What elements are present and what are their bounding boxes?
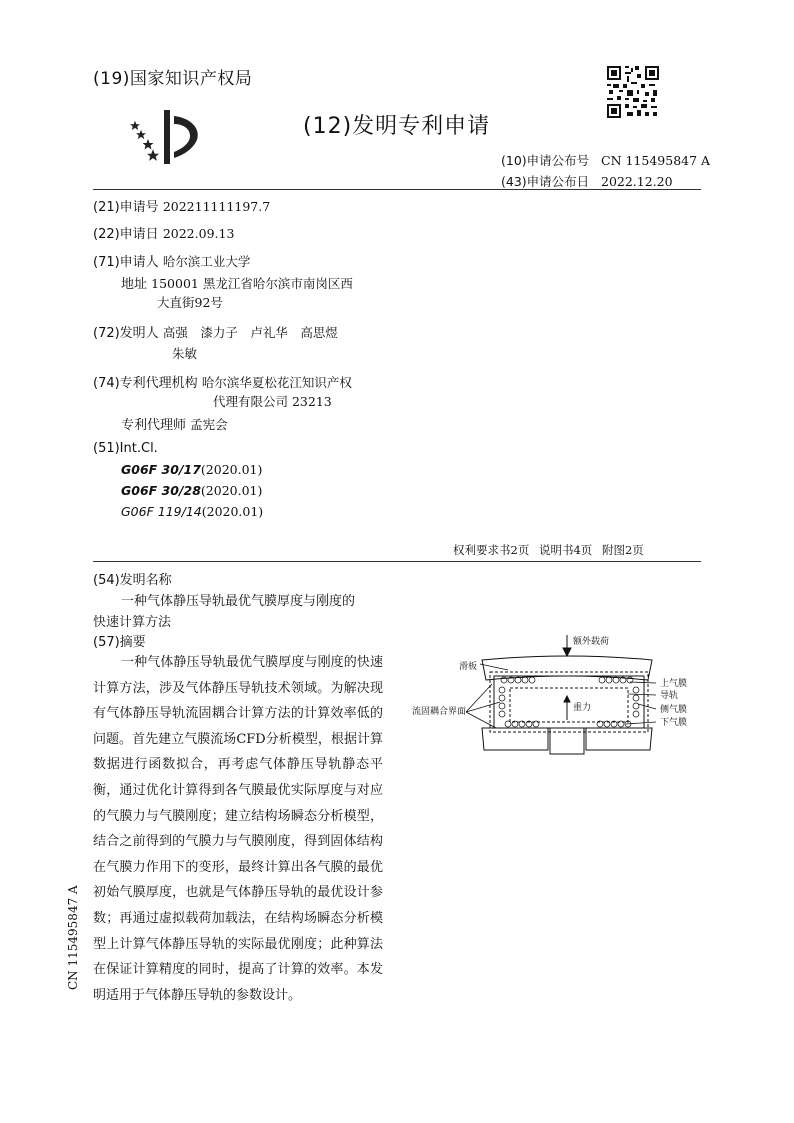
invention-title-line-2: 快速计算方法 (93, 615, 172, 630)
applicant-value: 哈尔滨工业大学 (162, 254, 251, 269)
abstract-text: 一种气体静压导轨最优气膜厚度与刚度的快速计算方法，涉及气体静压导轨技术领域。为解决现有气体静压导轨流固耦合计算方法的计算效率低的问题。首先建立气膜流场CFD分析模型，根据计算数据进行函数拟合，再考虑气体静压导轨静态平衡，通过优化计算得到各气膜最优实际厚度与对应的气膜力与气膜刚度；建立结构场瞬态分析模型，结合之前得到的气膜力与气膜刚度，得到固体结构在气膜力作用下的变形，最终计算出各气膜的最优初始气膜厚度，也就是气体静压导轨的最优设计参数；再通过虚拟载荷加载法，在结构场瞬态分析模型上计算气体静压导轨的实际最优刚度；此种算法在保证计算精度的同时，提高了计算的效率。本发明适用于气体静压导轨的参数设计。 (93, 655, 383, 1003)
patent-office-name: (19)国家知识产权局 (93, 69, 253, 89)
patent-agency-line-2: 代理有限公司 23213 (213, 394, 332, 409)
ipc-code: G06F 30/28 (121, 483, 201, 498)
filing-date (93, 223, 234, 242)
patent-agent-value: 孟宪会 (190, 417, 228, 432)
filing-date-value: 2022.09.13 (162, 226, 235, 241)
publication-date-label: (43)申请公布日 (501, 174, 590, 189)
applicant (93, 251, 250, 270)
qr-code (607, 66, 659, 118)
label-rail: 导轨 (660, 691, 679, 701)
page-counts: 权利要求书2页 说明书4页 附图2页 (453, 543, 644, 557)
label-slider: 滑板 (459, 662, 478, 672)
application-number-label: (21)申请号 (93, 200, 159, 215)
intcl-label: (51)Int.Cl. (93, 441, 158, 456)
patent-agency (93, 372, 352, 391)
ipc-version: (2020.01) (200, 483, 263, 498)
invention-title-label: (54)发明名称 (93, 573, 172, 588)
abstract-label: (57)摘要 (93, 635, 146, 650)
address (121, 273, 353, 292)
filing-date-label: (22)申请日 (93, 227, 159, 242)
address-line-1: 150001 黑龙江省哈尔滨市南岗区西 (151, 276, 353, 291)
label-side-film: 侧气膜 (660, 705, 688, 715)
label-gravity: 重力 (573, 703, 592, 713)
label-extra-load: 额外载荷 (573, 637, 610, 647)
ipc-entry (121, 504, 263, 519)
inventors (93, 322, 338, 341)
application-number (93, 196, 270, 215)
label-lower-film: 下气膜 (660, 718, 688, 728)
application-number-value: 202211111197.7 (162, 199, 271, 214)
ipc-code: G06F 119/14 (121, 504, 202, 519)
inventors-line-1: 高强 漆力子 卢礼华 高思煜 (162, 325, 338, 340)
label-upper-film: 上气膜 (660, 679, 688, 689)
publication-date-value: 2022.12.20 (601, 174, 673, 189)
cnipa-logo (130, 108, 208, 166)
label-coupling-interface: 流固耦合界面 (412, 707, 467, 717)
publication-date (501, 172, 673, 190)
publication-number-value: CN 115495847 A (601, 153, 711, 168)
right-base (586, 728, 652, 750)
patent-agency-label: (74)专利代理机构 (93, 376, 198, 391)
ipc-code: G06F 30/17 (121, 462, 201, 477)
publication-number-label: (10)申请公布号 (501, 153, 590, 168)
patent-agency-line-1: 哈尔滨华夏松花江知识产权 (201, 375, 352, 390)
invention-title-line-1: 一种气体静压导轨最优气膜厚度与刚度的 (121, 594, 356, 609)
address-line-2: 大直街92号 (157, 295, 223, 310)
publication-number (501, 151, 710, 169)
left-base (482, 728, 548, 750)
patent-agent (121, 414, 228, 433)
ipc-version: (2020.01) (201, 504, 264, 519)
biblio-divider (93, 561, 701, 562)
inventors-label: (72)发明人 (93, 326, 159, 341)
applicant-label: (71)申请人 (93, 255, 159, 270)
ipc-version: (2020.01) (200, 462, 263, 477)
patent-agent-label: 专利代理师 (121, 418, 187, 433)
document-type-title: (12)发明专利申请 (303, 114, 491, 139)
ipc-entry (121, 483, 262, 498)
side-publication-number: CN 115495847 A (66, 885, 80, 990)
inventors-line-2: 朱敏 (172, 346, 198, 361)
header-divider (93, 189, 701, 190)
address-label: 地址 (121, 277, 148, 292)
ipc-entry (121, 462, 262, 477)
air-bearing-guide-figure (412, 632, 712, 762)
